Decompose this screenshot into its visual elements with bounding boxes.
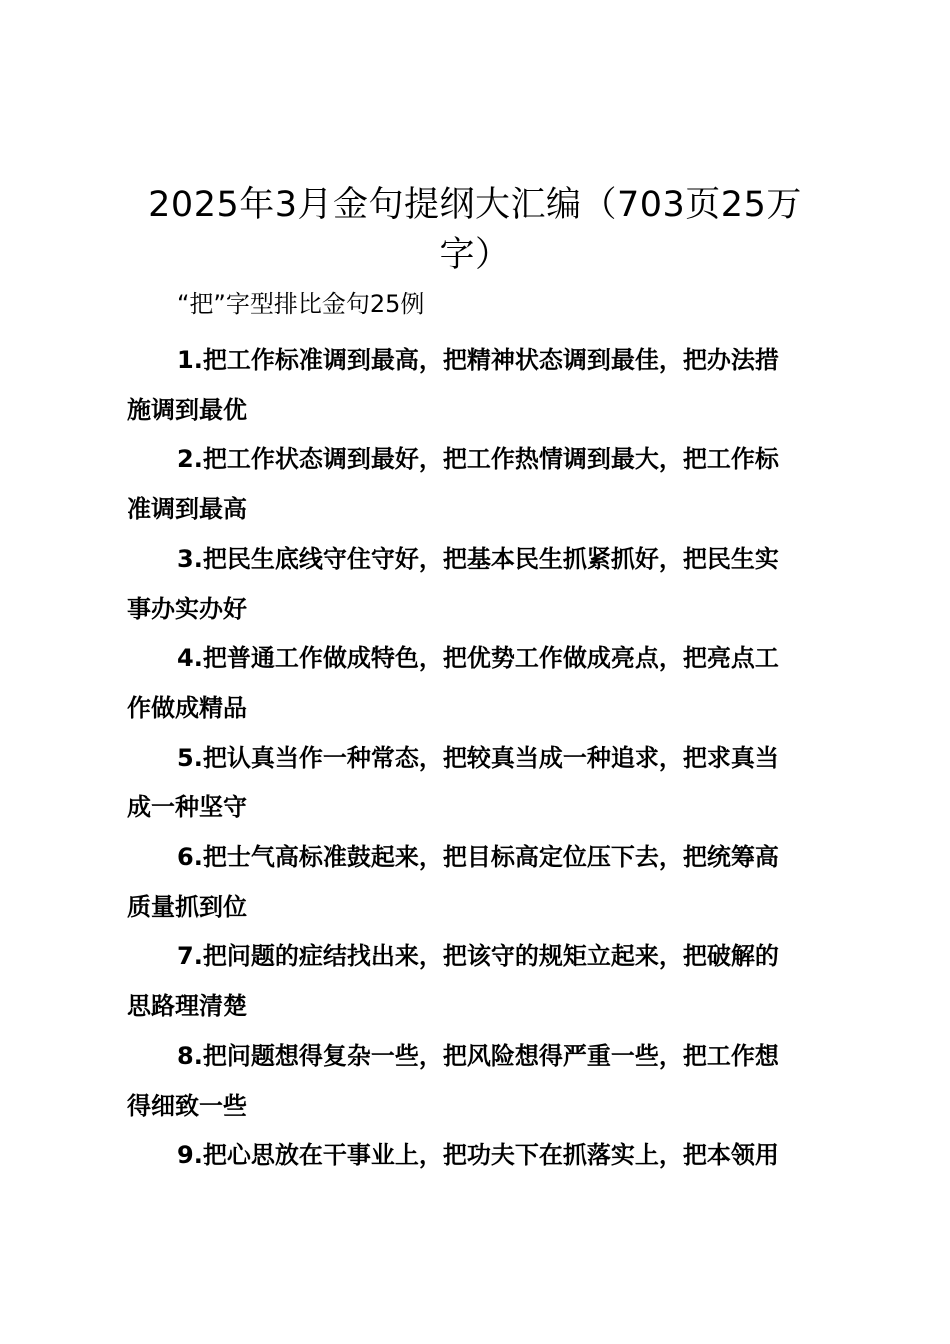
list-item-line: 7.把问题的症结找出来，把该守的规矩立起来，把破解的 — [177, 942, 779, 971]
list-item-line: 作做成精品 — [127, 693, 247, 722]
list-item-line: 3.把民生底线守住守好，把基本民生抓紧抓好，把民生实 — [177, 544, 779, 573]
list-item-line: 9.把心思放在干事业上，把功夫下在抓落实上，把本领用 — [177, 1141, 779, 1170]
list-item-line: 思路理清楚 — [127, 992, 247, 1021]
list-item — [127, 634, 833, 733]
title-line-2: 字） — [439, 235, 511, 275]
list-item-line: 准调到最高 — [127, 495, 247, 524]
list-item-line: 事办实办好 — [127, 594, 247, 623]
list-item — [127, 734, 833, 833]
list-item-line: 成一种坚守 — [127, 793, 247, 822]
list-item-line: 4.把普通工作做成特色，把优势工作做成亮点，把亮点工 — [177, 644, 779, 673]
list-item — [127, 435, 833, 534]
list-item — [127, 833, 833, 932]
document-title — [120, 180, 830, 280]
list-item — [127, 1032, 833, 1131]
sentence-list — [127, 336, 833, 1181]
list-item-line: 得细致一些 — [127, 1091, 247, 1120]
section-subtitle: “把”字型排比金句25例 — [177, 290, 425, 318]
list-item-line: 5.把认真当作一种常态，把较真当成一种追求，把求真当 — [177, 743, 779, 772]
list-item — [127, 932, 833, 1031]
list-item-line: 2.把工作状态调到最好，把工作热情调到最大，把工作标 — [177, 445, 779, 474]
list-item — [127, 535, 833, 634]
list-item-line: 8.把问题想得复杂一些，把风险想得严重一些，把工作想 — [177, 1041, 779, 1070]
list-item-line: 1.把工作标准调到最高，把精神状态调到最佳，把办法措 — [177, 346, 779, 374]
list-item-line: 6.把士气高标准鼓起来，把目标高定位压下去，把统筹高 — [177, 843, 779, 872]
list-item — [127, 336, 833, 435]
list-item-line: 质量抓到位 — [127, 892, 247, 921]
list-item — [127, 1131, 833, 1181]
title-line-1: 2025年3月金句提纲大汇编（703页25万 — [148, 185, 802, 225]
list-item-line: 施调到最优 — [127, 395, 247, 424]
